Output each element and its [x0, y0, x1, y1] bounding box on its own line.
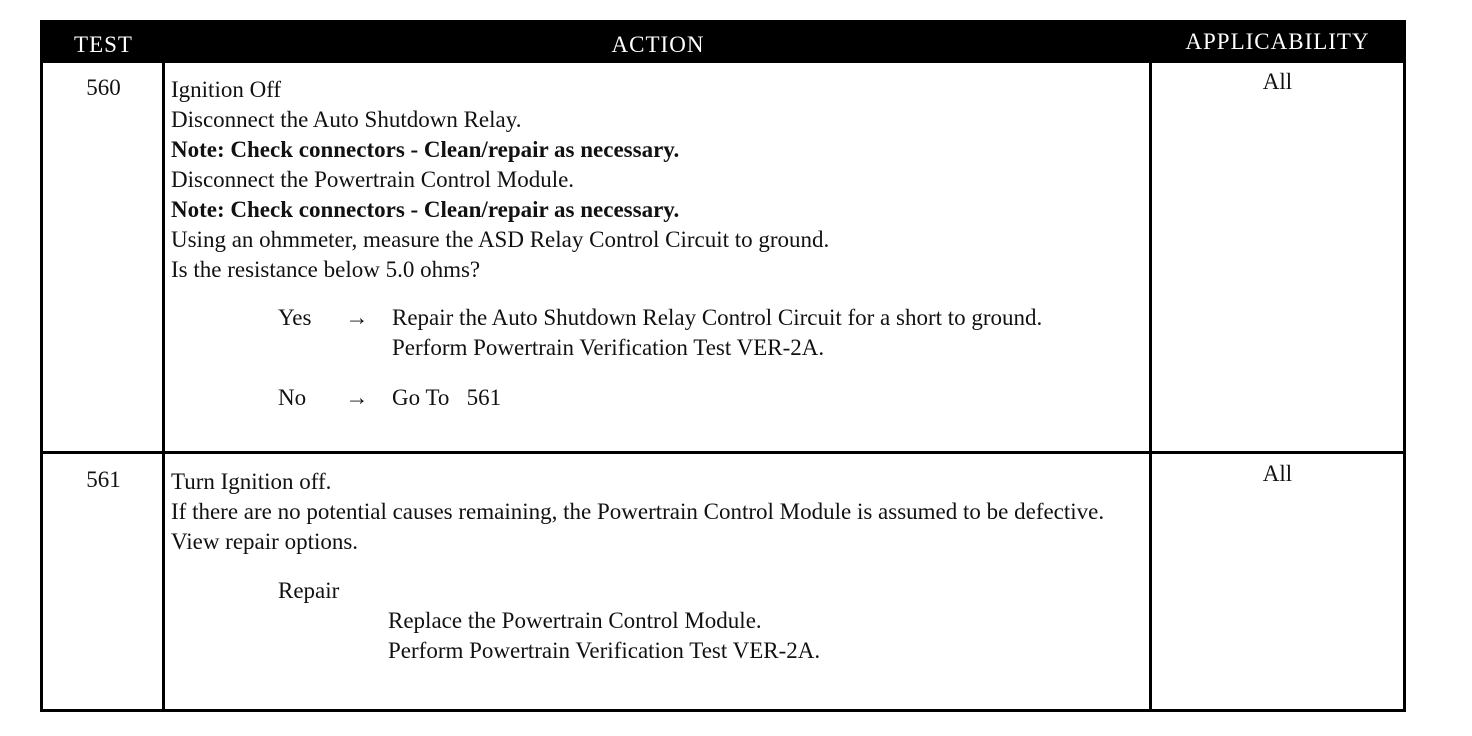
right-arrow-icon: → [345, 385, 369, 410]
applicability-561: All [1262, 461, 1293, 486]
action-note: Note: Check connectors - Clean/repair as necessary. [171, 137, 680, 162]
action-line: If there are no potential causes remaining, the Powertrain Control Module is assumed to be defective. [171, 499, 1105, 524]
test-number-561: 561 [86, 467, 121, 492]
action-line: View repair options. [171, 529, 359, 554]
action-note: Note: Check connectors - Clean/repair as necessary. [171, 197, 680, 222]
action-cell-561 [171, 467, 1146, 666]
action-line: Is the resistance below 5.0 ohms? [171, 257, 481, 282]
yes-result [392, 303, 1143, 363]
test-number-560: 560 [86, 75, 121, 100]
no-label: No [278, 385, 307, 410]
no-option [278, 383, 1146, 413]
action-line: Ignition Off [171, 77, 282, 102]
applicability-560: All [1262, 69, 1293, 94]
header-action: ACTION [611, 32, 705, 57]
right-arrow-icon: → [345, 305, 369, 330]
column-divider [162, 63, 165, 709]
yes-option [278, 303, 1146, 363]
action-line: Turn Ignition off. [171, 469, 332, 494]
yes-result-line: Repair the Auto Shutdown Relay Control Circuit for a short to ground. [392, 305, 1043, 330]
repair-label: Repair [278, 578, 340, 603]
header-applicability: APPLICABILITY [1185, 29, 1370, 54]
yes-result-line: Perform Powertrain Verification Test VER-2A. [392, 335, 825, 360]
no-result: Go To 561 [392, 385, 502, 410]
repair-step: Replace the Powertrain Control Module. [388, 608, 762, 633]
column-divider [1149, 63, 1152, 709]
table-header-row [43, 23, 1403, 63]
repair-step: Perform Powertrain Verification Test VER-2A. [388, 638, 821, 663]
yes-label: Yes [278, 305, 312, 330]
diagnostic-test-table [40, 20, 1406, 712]
header-test: TEST [74, 32, 133, 57]
row-divider [43, 451, 1403, 454]
action-line: Disconnect the Powertrain Control Module. [171, 167, 575, 192]
action-line: Disconnect the Auto Shutdown Relay. [171, 107, 522, 132]
action-cell-560 [171, 75, 1146, 413]
action-line: Using an ohmmeter, measure the ASD Relay Control Circuit to ground. [171, 227, 830, 252]
